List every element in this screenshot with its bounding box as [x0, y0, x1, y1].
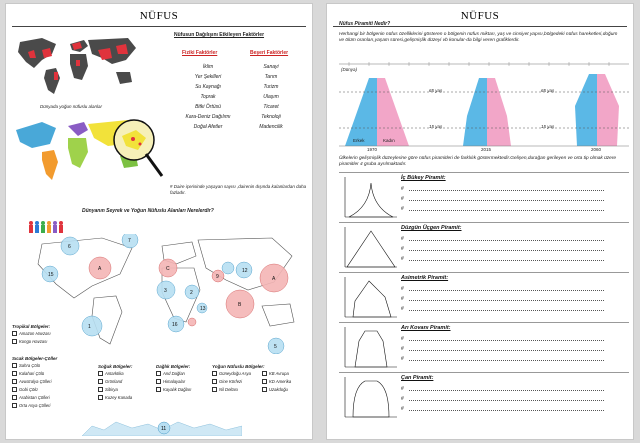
checkbox-label: Gine Körfezi — [219, 379, 243, 384]
hash-mark: # — [401, 306, 404, 312]
hash-mark: # — [401, 286, 404, 292]
answer-line[interactable] — [401, 256, 404, 262]
checkbox[interactable] — [156, 371, 161, 376]
map-number: 9 — [216, 274, 219, 280]
checkbox[interactable] — [98, 395, 103, 400]
checkbox-item[interactable] — [12, 338, 82, 346]
checkbox-label: Orta Asya Çölleri — [19, 403, 51, 408]
hash-mark: # — [401, 386, 404, 392]
map-number: A — [272, 276, 276, 282]
physical-list — [178, 64, 238, 134]
right-page — [326, 3, 634, 440]
list-item: Ticaret — [263, 104, 279, 110]
checkbox-item[interactable] — [12, 394, 82, 402]
checkbox-label: Kuzey Kanada — [105, 395, 133, 400]
checkbox-label: Kongo Havzası — [19, 339, 48, 344]
physical-heading: Fiziki Faktörler — [182, 50, 218, 56]
concave-pyramid-diagram — [339, 177, 397, 219]
checkbox-label: Nil Deltası — [219, 387, 239, 392]
answer-line[interactable] — [401, 336, 404, 342]
page-title: NÜFUS — [460, 10, 500, 22]
female-label: Kadın — [383, 138, 395, 143]
list-item: Toprak — [200, 94, 216, 100]
pyramid-question: Nüfus Piramiti Nedir? — [339, 21, 391, 27]
checkbox-item[interactable] — [98, 394, 158, 402]
checkbox[interactable] — [98, 371, 103, 376]
answer-line[interactable] — [401, 296, 404, 302]
map-number: 11 — [161, 426, 167, 432]
checkbox-label: Kayalık Dağları — [163, 387, 192, 392]
asymmetric-pyramid-diagram — [339, 277, 397, 319]
group-title: Sıcak Bölgeler-Çöller — [12, 356, 58, 361]
checkbox-label: Güneydoğu Asya — [219, 371, 251, 376]
circle-note: # Daire içerisinde yaşayan sayısı ,dairenin dışında kalanlardan daha fazladır. — [170, 184, 307, 195]
checkbox[interactable] — [212, 379, 217, 384]
pyramid-row — [339, 172, 629, 220]
list-item: Madencilik — [259, 124, 283, 130]
answer-line[interactable] — [401, 286, 404, 292]
checkbox-item[interactable] — [12, 402, 82, 410]
human-list — [246, 64, 296, 134]
hash-mark: # — [401, 206, 404, 212]
hash-mark: # — [401, 336, 404, 342]
checkbox-item[interactable] — [212, 386, 262, 394]
checkbox-item[interactable] — [262, 370, 312, 378]
pyramid-label: Düzgün Üçgen Piramit: — [401, 225, 462, 231]
answer-line[interactable] — [401, 186, 404, 192]
answer-line[interactable] — [401, 396, 404, 402]
age-15-label: 15 yaş — [541, 124, 555, 129]
checkbox-label: Grönland — [105, 379, 123, 384]
people-icon — [28, 220, 68, 234]
checkbox-item[interactable] — [156, 370, 216, 378]
pyramid-types-paragraph: Ülkelerin gelişmişlik düzeylerine göre nüfus piramitleri de farklılık göstermektedir.Gelişen,durağan gerileyen ve orta tip olmak üzere piramitler 4 gruba ayrılmaktadır. — [339, 156, 617, 168]
map-caption: Dünyada yoğun nüfuslu alanlar — [40, 104, 103, 109]
page-title: NÜFUS — [139, 10, 179, 22]
checkbox[interactable] — [98, 379, 103, 384]
checkbox-item[interactable] — [12, 378, 82, 386]
list-item: Kara-Deniz Dağılımı — [185, 114, 231, 120]
answer-line[interactable] — [401, 356, 404, 362]
checkbox-item[interactable] — [98, 370, 158, 378]
title-rule — [12, 26, 306, 27]
hash-mark: # — [401, 346, 404, 352]
age-65-label: 65 yaş — [541, 88, 555, 93]
colored-world-map — [12, 116, 172, 186]
group-title: Tropikal Bölgeler: — [12, 324, 51, 329]
checkbox[interactable] — [262, 387, 267, 392]
checkbox[interactable] — [12, 371, 17, 376]
answer-line[interactable] — [401, 196, 404, 202]
list-item: Tarım — [264, 74, 278, 80]
group-title: Dağlık Bölgeler: — [156, 364, 191, 369]
list-item: Sanayi — [263, 64, 279, 70]
map-question: Dünyanın Seyrek ve Yoğun Nüfuslu Alanları Nerelerdir? — [82, 208, 214, 214]
list-item: Ulaşım — [263, 94, 279, 100]
male-label: Erkek — [353, 138, 365, 143]
checkbox-item[interactable] — [98, 378, 158, 386]
checkbox-item[interactable] — [12, 330, 82, 338]
checkbox[interactable] — [12, 395, 17, 400]
checkbox[interactable] — [12, 403, 17, 408]
triangle-pyramid-diagram — [339, 227, 397, 269]
map-number: 15 — [48, 272, 54, 278]
map-number: 1 — [88, 324, 91, 330]
checkbox-item[interactable] — [212, 370, 262, 378]
group-title: Yoğun Nüfuslu Bölgeler: — [212, 364, 265, 369]
pyramid-label: İç Bükey Piramit: — [401, 175, 446, 181]
hash-mark: # — [401, 246, 404, 252]
beehive-pyramid-diagram — [339, 327, 397, 369]
group-tropical — [12, 324, 82, 346]
map-number: 12 — [242, 268, 248, 274]
pyramid-label: Asimetrik Piramit: — [401, 275, 449, 281]
checkbox-label: KD Amerika — [269, 379, 292, 384]
checkbox[interactable] — [12, 339, 17, 344]
group-title: Soğuk Bölgeler: — [98, 364, 133, 369]
pyramid-row — [339, 222, 629, 270]
bell-pyramid-diagram — [339, 377, 397, 419]
list-item: Yer Şekilleri — [194, 74, 222, 80]
checkbox[interactable] — [262, 371, 267, 376]
checkbox-label: Kalahari Çölü — [19, 371, 45, 376]
checkbox-item[interactable] — [262, 386, 312, 394]
map-number: 6 — [68, 244, 71, 250]
list-item: Doğal Afetler — [193, 124, 223, 130]
answer-line[interactable] — [401, 206, 404, 212]
checkbox-label: KB Avrupa — [269, 371, 289, 376]
hash-mark: # — [401, 236, 404, 242]
group-dense — [212, 364, 312, 394]
chart-label-world: (Dünya) — [341, 67, 358, 72]
checkbox-label: Gobi Çölü — [19, 387, 38, 392]
hash-mark: # — [401, 296, 404, 302]
map-number: 16 — [172, 322, 178, 328]
checkbox-item[interactable] — [12, 370, 82, 378]
checkbox-label: Himalayalar — [163, 379, 186, 384]
list-item: Su Kaynağı — [195, 84, 221, 90]
hash-mark: # — [401, 186, 404, 192]
map-number: A — [98, 266, 102, 272]
checkbox-label: And Dağları — [163, 371, 186, 376]
map-number: C — [166, 266, 170, 272]
factors-heading: Nüfusun Dağılışını Etkileyen Faktörler — [174, 32, 265, 38]
map-number: B — [238, 302, 242, 308]
map-number: 7 — [128, 238, 131, 244]
hash-mark: # — [401, 396, 404, 402]
checkbox-label: Avustralya Çölleri — [19, 379, 52, 384]
answer-line[interactable] — [401, 406, 404, 412]
year-label: 2015 — [481, 147, 492, 152]
checkbox-item[interactable] — [212, 378, 262, 386]
year-label: 2060 — [591, 147, 602, 152]
checkbox[interactable] — [212, 387, 217, 392]
map-number: 13 — [200, 306, 206, 312]
pyramid-row — [339, 322, 629, 370]
checkbox[interactable] — [12, 379, 17, 384]
left-page — [5, 3, 313, 440]
answer-line[interactable] — [401, 236, 404, 242]
checkbox-item[interactable] — [12, 362, 82, 370]
checkbox-label: Amazon Havzası — [19, 331, 51, 336]
answer-line[interactable] — [401, 306, 404, 312]
checkbox[interactable] — [212, 371, 217, 376]
pyramid-row — [339, 272, 629, 320]
checkbox-item[interactable] — [156, 378, 216, 386]
checkbox-label: Antarktika — [105, 371, 124, 376]
group-cold — [98, 364, 158, 402]
checkbox-item[interactable] — [156, 386, 216, 394]
checkbox[interactable] — [12, 387, 17, 392]
checkbox-item[interactable] — [262, 378, 312, 386]
list-item: Turizm — [263, 84, 279, 90]
pyramid-row — [339, 372, 629, 420]
year-label: 1970 — [367, 147, 378, 152]
map-number: 2 — [190, 290, 193, 296]
age-65-label: 65 yaş — [429, 88, 443, 93]
checkbox[interactable] — [262, 379, 267, 384]
pyramid-label: Çan Piramit: — [401, 375, 434, 381]
hash-mark: # — [401, 356, 404, 362]
hash-mark: # — [401, 256, 404, 262]
checkbox-label: Sahra Çölü — [19, 363, 40, 368]
list-item: Bitki Örtüsü — [195, 104, 221, 110]
checkbox-label: Arabistan Çölleri — [19, 395, 50, 400]
checkbox[interactable] — [12, 363, 17, 368]
answer-line[interactable] — [401, 246, 404, 252]
checkbox[interactable] — [156, 379, 161, 384]
hash-mark: # — [401, 406, 404, 412]
checkbox[interactable] — [98, 387, 103, 392]
hash-mark: # — [401, 196, 404, 202]
list-item: İklim — [202, 64, 214, 70]
pyramid-label: Arı Kovanı Piramit: — [401, 325, 451, 331]
checkbox-label: Uzakdoğu — [269, 387, 288, 392]
antarctica-strip — [82, 418, 242, 436]
group-hot-desert — [12, 356, 82, 410]
checkbox-label: Sibirya — [105, 387, 118, 392]
checkbox[interactable] — [12, 331, 17, 336]
group-mountain — [156, 364, 216, 394]
age-15-label: 15 yaş — [429, 124, 443, 129]
map-number: 3 — [164, 288, 167, 294]
answer-line[interactable] — [401, 386, 404, 392]
answer-line[interactable] — [401, 346, 404, 352]
pyramid-definition: Herhangi bir bölgenin nüfus özelliklerini gösteren o bölgenin nüfus miktarı, yaş ve cinsiyet yapısı,bölgedeki nüfus hareketleri,doğum ve ölüm oranları,yaşam süresi,gelişmişlik düzeyi vb konular-da bilgi veren grafiklerdir. — [339, 32, 618, 44]
human-heading: Beşeri Faktörler — [250, 50, 289, 56]
checkbox[interactable] — [156, 387, 161, 392]
dense-population-map — [12, 32, 142, 102]
list-item: Teknoloji — [261, 114, 281, 120]
checkbox-item[interactable] — [12, 386, 82, 394]
checkbox-item[interactable] — [98, 386, 158, 394]
map-number: 5 — [274, 344, 277, 350]
